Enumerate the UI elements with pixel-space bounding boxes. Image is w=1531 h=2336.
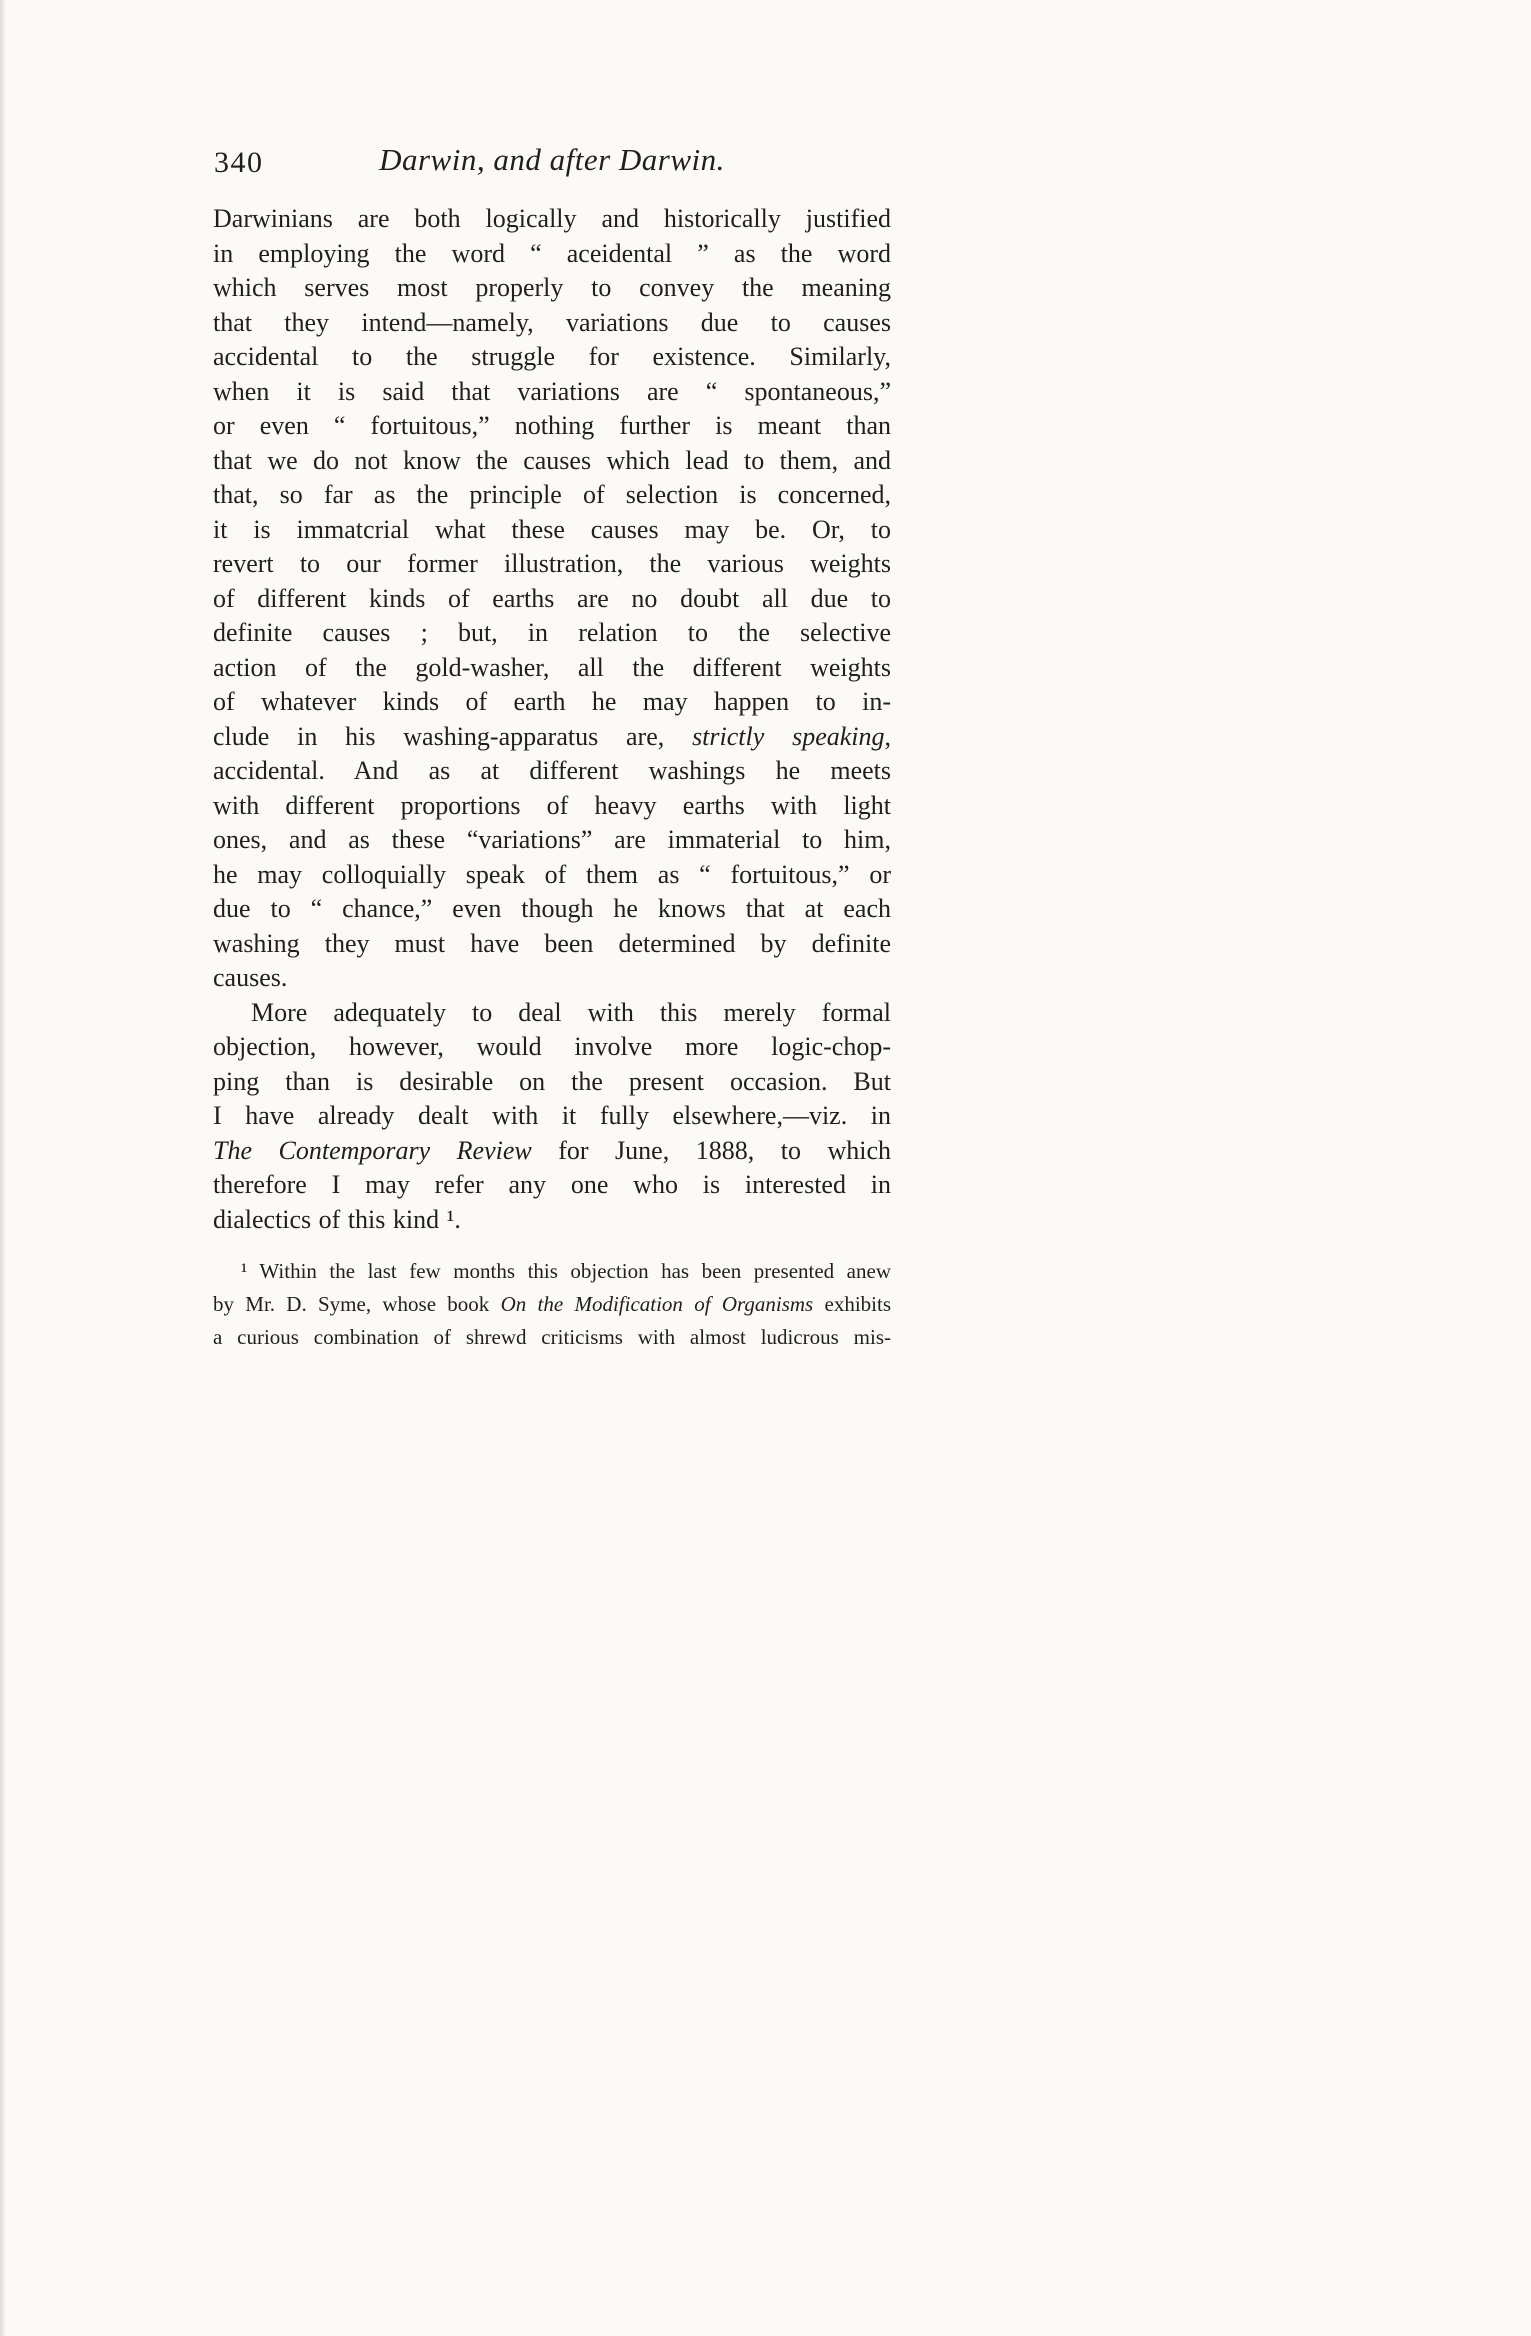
text-segment: he may colloquially speak of them as “ fortuitous,” or bbox=[213, 859, 891, 889]
text-line bbox=[213, 651, 891, 686]
text-line bbox=[213, 1030, 891, 1065]
text-segment: dialectics of this kind ¹. bbox=[213, 1204, 461, 1234]
italic-text: The Contemporary Review bbox=[213, 1135, 532, 1165]
text-line bbox=[213, 513, 891, 548]
text-segment: accidental. And as at different washings he meets bbox=[213, 756, 891, 785]
text-line bbox=[213, 720, 891, 755]
text-line bbox=[213, 961, 891, 996]
text-line bbox=[213, 1255, 891, 1288]
text-segment: that they intend—namely, variations due to causes bbox=[213, 307, 891, 337]
text-line bbox=[213, 996, 891, 1031]
text-segment: washing they must have been determined by definite bbox=[213, 928, 891, 958]
text-segment: due to “ chance,” even though he knows that at each bbox=[213, 894, 891, 923]
text-line bbox=[213, 1288, 891, 1321]
text-line bbox=[213, 1065, 891, 1100]
text-segment: ¹ Within the last few months this objection has been presented anew bbox=[241, 1259, 891, 1283]
text-line bbox=[213, 1168, 891, 1203]
running-title: Darwin, and after Darwin. bbox=[379, 142, 725, 177]
text-line bbox=[213, 547, 891, 582]
text-segment: therefore I may refer any one who is interested in bbox=[213, 1170, 891, 1199]
text-line bbox=[213, 444, 891, 479]
text-line bbox=[213, 823, 891, 858]
text-segment: or even “ fortuitous,” nothing further is meant than bbox=[213, 411, 891, 440]
text-line bbox=[213, 409, 891, 444]
text-segment: ping than is desirable on the present occasion. But bbox=[213, 1066, 891, 1096]
text-segment: causes. bbox=[213, 963, 288, 992]
text-line bbox=[213, 754, 891, 789]
page-content bbox=[213, 142, 891, 1354]
text-line bbox=[213, 1203, 891, 1238]
text-line bbox=[213, 1099, 891, 1134]
text-segment: in employing the word “ aceidental ” as the word bbox=[213, 238, 891, 268]
text-segment: which serves most properly to convey the meaning bbox=[213, 273, 891, 302]
text-line bbox=[213, 1134, 891, 1169]
page-number: 340 bbox=[214, 146, 264, 179]
text-segment: clude in his washing-apparatus are, bbox=[213, 721, 693, 751]
italic-text: strictly speaking bbox=[692, 721, 885, 751]
text-segment: with different proportions of heavy earths with light bbox=[213, 790, 891, 820]
text-segment: of different kinds of earths are no doubt all due to bbox=[213, 583, 891, 613]
text-segment: objection, however, would involve more logic-chop- bbox=[213, 1032, 891, 1061]
text-line bbox=[213, 237, 891, 272]
text-line bbox=[213, 582, 891, 617]
text-segment: action of the gold-washer, all the different weights bbox=[213, 652, 891, 682]
text-segment: of whatever kinds of earth he may happen to in- bbox=[213, 687, 891, 716]
text-segment: it is immatcrial what these causes may be. Or, to bbox=[213, 514, 891, 544]
text-line bbox=[213, 685, 891, 720]
text-segment: when it is said that variations are “ spontaneous,” bbox=[213, 376, 891, 406]
text-segment: a curious combination of shrewd criticisms with almost ludicrous mis- bbox=[213, 1325, 891, 1349]
text-line bbox=[213, 789, 891, 824]
text-segment: More adequately to deal with this merely formal bbox=[251, 997, 891, 1027]
text-segment: accidental to the struggle for existence. Similarly, bbox=[213, 342, 891, 371]
footnote bbox=[213, 1255, 891, 1354]
page-header bbox=[213, 142, 891, 186]
text-segment: that we do not know the causes which lead to them, and bbox=[213, 445, 891, 475]
text-line bbox=[213, 858, 891, 893]
text-line bbox=[213, 892, 891, 927]
text-segment: by Mr. D. Syme, whose book bbox=[213, 1292, 501, 1316]
text-line bbox=[213, 616, 891, 651]
text-line bbox=[213, 1321, 891, 1354]
text-line bbox=[213, 271, 891, 306]
text-segment: ones, and as these “variations” are immaterial to him, bbox=[213, 825, 891, 854]
text-segment: Darwinians are both logically and historically justified bbox=[213, 204, 891, 233]
text-segment: for June, 1888, to which bbox=[531, 1135, 891, 1165]
text-segment: exhibits bbox=[813, 1292, 891, 1316]
page-edge-shadow bbox=[0, 0, 6, 2336]
text-segment: revert to our former illustration, the various weights bbox=[213, 549, 891, 578]
text-segment: I have already dealt with it fully elsewhere,—viz. in bbox=[213, 1101, 891, 1130]
text-line bbox=[213, 375, 891, 410]
italic-text: On the Modification of Organisms bbox=[500, 1292, 814, 1316]
text-line bbox=[213, 340, 891, 375]
text-segment: definite causes ; but, in relation to the selective bbox=[213, 618, 891, 647]
text-segment: that, so far as the principle of selection is concerned, bbox=[213, 480, 891, 509]
text-line bbox=[213, 202, 891, 237]
text-line bbox=[213, 306, 891, 341]
text-block bbox=[213, 202, 891, 1237]
text-line bbox=[213, 478, 891, 513]
text-segment: , bbox=[884, 721, 891, 751]
text-line bbox=[213, 927, 891, 962]
